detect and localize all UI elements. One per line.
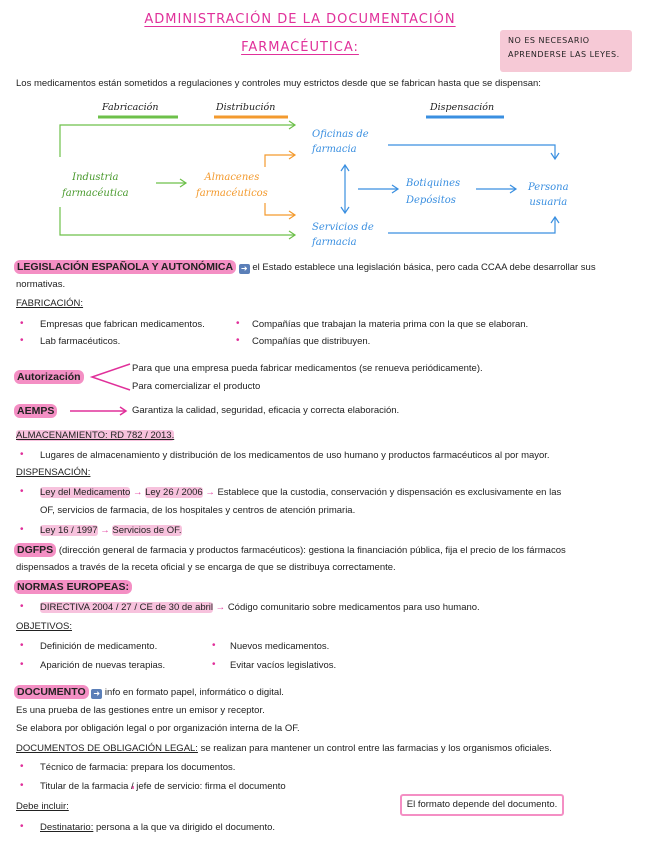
note-box: NO ES NECESARIO APRENDERSE LAS LEYES. — [500, 30, 632, 72]
arrow-right-icon: ➜ — [91, 689, 102, 699]
header-dispensacion: Dispensación — [430, 102, 495, 113]
autorizacion-label: Autorización — [14, 370, 84, 385]
bullet-icon: • — [20, 601, 24, 612]
autorizacion-line2: Para comercializar el producto — [132, 381, 261, 392]
normas-directiva-line: DIRECTIVA 2004 / 27 / CE de 30 de abril → Código comunitario sobre medicamentos para uso humano. — [40, 602, 480, 613]
formato-box: El formato depende del documento. — [400, 794, 564, 816]
bullet-icon: • — [20, 449, 24, 460]
fab-item-2: Lab farmacéuticos. — [40, 336, 121, 347]
node-industria: Industria farmacéutica — [62, 172, 129, 199]
bullet-icon: • — [20, 640, 24, 651]
almacenamiento-heading: ALMACENAMIENTO: RD 782 / 2013. — [16, 430, 175, 441]
objetivos-heading: OBJETIVOS: — [16, 621, 72, 632]
bullet-icon: • — [20, 335, 24, 346]
bullet-icon: • — [20, 761, 24, 772]
legislacion-line2: normativas. — [16, 279, 66, 290]
dispensacion-ley-line2: OF, servicios de farmacia, de los hospitales y centros de atención primaria. — [40, 505, 356, 516]
dgfps-line1: DGFPS (dirección general de farmacia y productos farmacéuticos): gestiona la financiación pública, fija el precio de los fármacos — [14, 543, 566, 558]
arrow-almacenes-oficinas — [265, 155, 295, 167]
objetivo-1: Definición de medicamento. — [40, 641, 158, 652]
normas-heading: NORMAS EUROPEAS: — [14, 580, 132, 595]
documento-line: DOCUMENTO ➜ info en formato papel, informático o digital. — [14, 685, 284, 700]
node-botiquines: Botiquines Depósitos — [406, 178, 461, 206]
documento-line2: Es una prueba de las gestiones entre un emisor y receptor. — [16, 705, 265, 716]
bullet-icon: • — [20, 524, 24, 535]
fab-item-3: Compañías que trabajan la materia prima con la que se elaboran. — [252, 319, 529, 330]
autorizacion-line1: Para que una empresa pueda fabricar medicamentos (se renueva periódicamente). — [132, 363, 483, 374]
dispensacion-heading: DISPENSACIÓN: — [16, 467, 91, 478]
header-distribucion: Distribución — [216, 102, 276, 113]
aemps-text: Garantiza la calidad, seguridad, eficacia y correcta elaboración. — [132, 405, 400, 416]
documento-line3: Se elabora por obligación legal o por organización interna de la OF. — [16, 723, 300, 734]
node-servicios: Servicios de farmacia — [312, 222, 374, 248]
legislacion-heading: LEGISLACIÓN ESPAÑOLA Y AUTONÓMICA — [14, 260, 236, 274]
arrow-right-icon — [68, 404, 132, 418]
arrow-servicios-persona — [388, 217, 555, 233]
arrow-industria-top — [60, 125, 295, 157]
bullet-icon: • — [236, 318, 240, 329]
arrow-right-icon: ➜ — [239, 264, 250, 274]
dispensacion-ley-line: Ley del Medicamento → Ley 26 / 2006 → Establece que la custodia, conservación y dispensación es exclusivamente en las — [40, 487, 562, 498]
doc-item-2: Titular de la farmacia / jefe de servicio: firma el documento — [40, 781, 286, 792]
objetivo-2: Aparición de nuevas terapias. — [40, 660, 166, 671]
objetivo-3: Nuevos medicamentos. — [230, 641, 330, 652]
dgfps-line2: dispensados a través de la receta oficial y se encarga de que se distribuya correctamente. — [16, 562, 396, 573]
bullet-icon: • — [20, 780, 24, 791]
aemps-label: AEMPS — [14, 404, 57, 419]
page-subtitle: FARMACÉUTICA: — [241, 40, 359, 55]
obligacion-line: DOCUMENTOS DE OBLIGACIÓN LEGAL: se realizan para mantener un control entre las farmacias y los organismos oficiales. — [16, 743, 552, 754]
bullet-icon: • — [212, 659, 216, 670]
fabricacion-heading: FABRICACIÓN: — [16, 298, 84, 309]
node-persona: Persona usuaria — [528, 182, 569, 208]
fab-item-1: Empresas que fabrican medicamentos. — [40, 319, 205, 330]
bullet-icon: • — [236, 335, 240, 346]
page-title: ADMINISTRACIÓN DE LA DOCUMENTACIÓN — [144, 12, 456, 27]
bullet-icon: • — [20, 659, 24, 670]
header-fabricacion: Fabricación — [102, 102, 159, 113]
arrow-oficinas-persona — [388, 145, 555, 159]
bullet-icon: • — [20, 821, 24, 832]
bullet-icon: • — [20, 486, 24, 497]
doc-item-3: Destinatario: persona a la que va dirigido el documento. — [40, 822, 276, 833]
almacenamiento-item: Lugares de almacenamiento y distribución de los medicamentos de uso humano y productos farmacéuticos al por mayor. — [40, 450, 550, 461]
dispensacion-ley1997-line: Ley 16 / 1997 → Servicios de OF. — [40, 525, 182, 536]
node-oficinas: Oficinas de farmacia — [312, 129, 369, 155]
doc-item-1: Técnico de farmacia: prepara los documentos. — [40, 762, 236, 773]
node-almacenes: Almacenes farmacéuticos — [196, 172, 268, 199]
bullet-icon: • — [20, 318, 24, 329]
bracket-icon — [86, 360, 134, 394]
arrow-industria-bottom — [60, 207, 295, 235]
objetivo-4: Evitar vacíos legislativos. — [230, 660, 337, 671]
legislacion-line: LEGISLACIÓN ESPAÑOLA Y AUTONÓMICA ➜ el Estado establece una legislación básica, pero cada CCAA debe desarrollar sus — [14, 260, 596, 275]
arrow-almacenes-servicios — [265, 203, 295, 215]
bullet-icon: • — [212, 640, 216, 651]
debe-incluir: Debe incluir: — [16, 801, 69, 812]
fab-item-4: Compañías que distribuyen. — [252, 336, 371, 347]
intro-text: Los medicamentos están sometidos a regulaciones y controles muy estrictos desde que se fabrican hasta que se dispensan: — [16, 78, 541, 89]
